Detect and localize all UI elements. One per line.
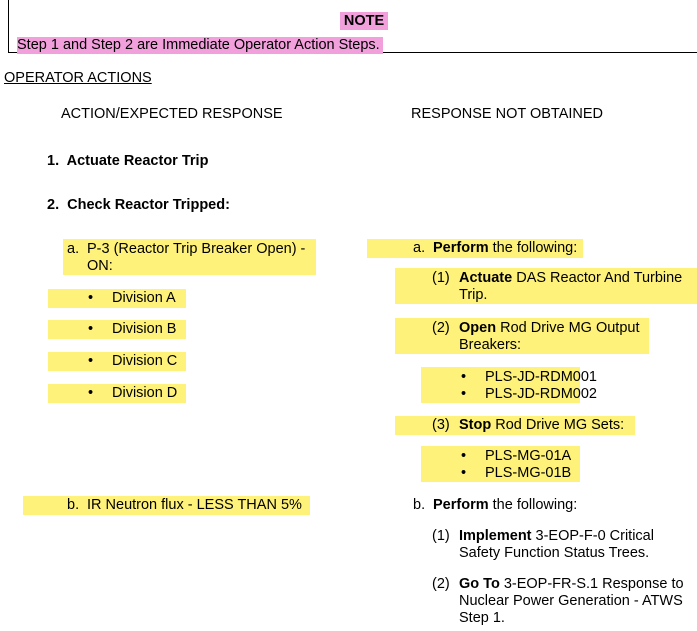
left-step-b-text: IR Neutron flux - LESS THAN 5% (87, 497, 302, 513)
step-1 (47, 153, 208, 170)
step-2-text: Check Reactor Tripped: (67, 197, 230, 213)
right-b2-line1: Go To 3-EOP-FR-S.1 Response to (459, 576, 684, 592)
right-a2-number: (2) (432, 320, 450, 336)
right-step-a-text: Perform the following: (433, 240, 578, 256)
division-d: • Division D (88, 385, 178, 401)
division-c: • Division C (88, 353, 178, 369)
step-2 (47, 197, 230, 214)
note-text: Step 1 and Step 2 are Immediate Operator Action Steps. (17, 37, 383, 54)
column-header-action: ACTION/EXPECTED RESPONSE (61, 106, 283, 122)
left-step-a-line1: P-3 (Reactor Trip Breaker Open) - (87, 241, 306, 257)
right-a2-item-1: • PLS-JD-RDM001 (461, 369, 597, 385)
column-header-rno: RESPONSE NOT OBTAINED (411, 106, 604, 122)
right-a2-line2: Breakers: (459, 337, 522, 353)
right-a2-item-2: • PLS-JD-RDM002 (461, 386, 597, 402)
section-title: OPERATOR ACTIONS (4, 70, 152, 86)
right-a1-line2: Trip. (459, 287, 488, 303)
right-b1-line2: Safety Function Status Trees. (459, 545, 650, 561)
right-a3-line1: Stop Rod Drive MG Sets: (459, 417, 625, 433)
division-a: • Division A (88, 290, 176, 306)
right-a2-line1: Open Rod Drive MG Output (459, 320, 640, 336)
step-1-number: 1. (47, 153, 60, 169)
step-1-text: Actuate Reactor Trip (66, 153, 209, 169)
left-step-b-letter: b. (67, 497, 80, 513)
right-b1-line1: Implement 3-EOP-F-0 Critical (459, 528, 654, 544)
right-b2-number: (2) (432, 576, 450, 592)
note-box (8, 0, 697, 53)
left-step-a-letter: a. (67, 241, 80, 257)
right-a3-item-2: • PLS-MG-01B (461, 465, 572, 481)
right-step-a-letter: a. (413, 240, 426, 256)
division-b: • Division B (88, 321, 177, 337)
right-b2-line2: Nuclear Power Generation - ATWS (459, 593, 683, 609)
right-step-b-text: Perform the following: (433, 497, 578, 513)
right-a1-line1: Actuate DAS Reactor And Turbine (459, 270, 683, 286)
left-step-a-line2: ON: (87, 258, 113, 274)
right-a3-item-1: • PLS-MG-01A (461, 448, 572, 464)
right-step-b-letter: b. (413, 497, 426, 513)
right-a3-number: (3) (432, 417, 450, 433)
right-b1-number: (1) (432, 528, 450, 544)
step-2-number: 2. (47, 197, 60, 213)
right-a1-number: (1) (432, 270, 450, 286)
right-b2-line3: Step 1. (459, 610, 505, 626)
note-title: NOTE (340, 12, 388, 30)
